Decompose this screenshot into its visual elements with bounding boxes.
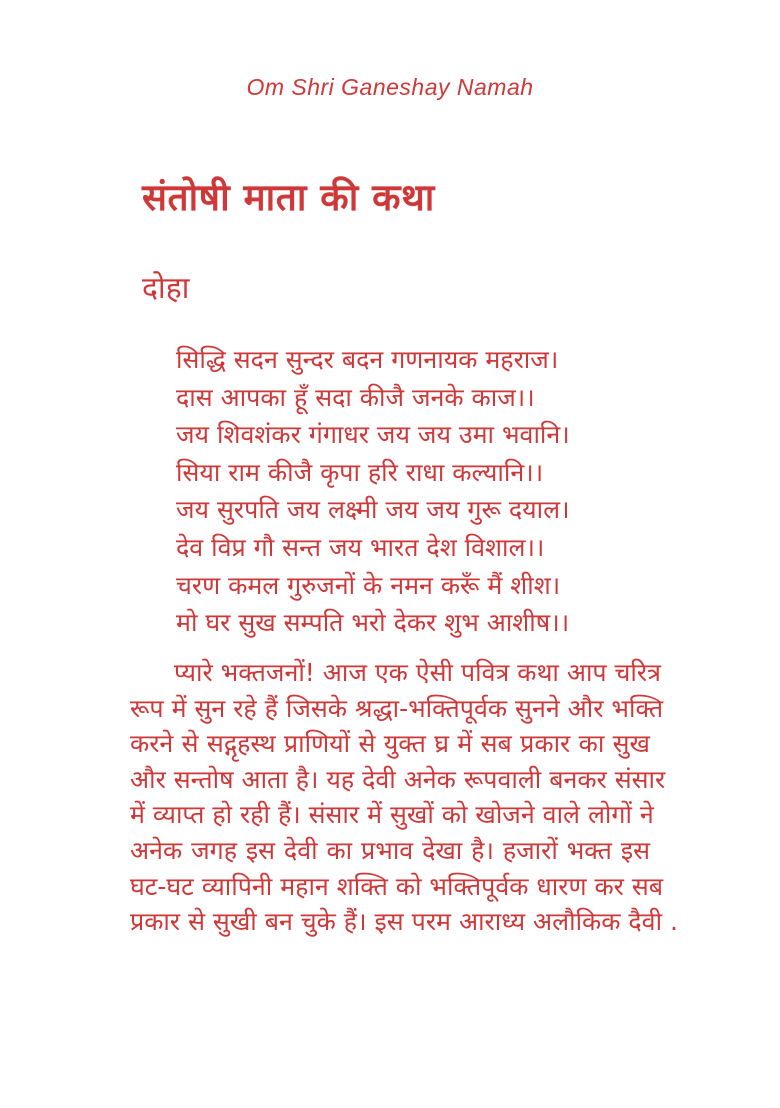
section-label-doha: दोहा	[142, 271, 190, 306]
page-title: संतोषी माता की कथा	[142, 176, 435, 219]
paragraph-line: अनेक जगह इस देवी का प्रभाव देखा है। हजारों भक्त इस	[130, 835, 650, 865]
verse-line: देव विप्र गौ सन्त जय भारत देश विशाल।।	[176, 532, 545, 562]
verse-line: सिद्धि सदन सुन्दर बदन गणनायक महराज।	[176, 345, 559, 374]
paragraph-line: में व्याप्त हो रही हैं। संसार में सुखों को खोजने वाले लोगों ने	[130, 800, 654, 830]
paragraph-line: करने से सद्गृहस्थ प्राणियों से युक्त घ्र में सब प्रकार का सुख	[130, 729, 650, 759]
story-paragraph	[130, 655, 678, 940]
verse-line: जय सुरपति जय लक्ष्मी जय जय गुरू दयाल।	[176, 495, 570, 525]
paragraph-line: घट-घट व्यापिनी महान शक्ति को भक्तिपूर्वक धारण कर सब	[130, 871, 664, 901]
verse-line: चरण कमल गुरुजनों के नमन करूँ मैं शीश।	[176, 570, 561, 600]
paragraph-line: और सन्तोष आता है। यह देवी अनेक रूपवाली बनकर संसार	[130, 764, 666, 794]
verse-line: जय शिवशंकर गंगाधर जय जय उमा भवानि।	[176, 420, 570, 450]
paragraph-line: प्रकार से सुखी बन चुके हैं। इस परम आराध्य अलौकिक दैवी .	[130, 907, 678, 937]
paragraph-line: रूप में सुन रहे हैं जिसके श्रद्धा-भक्तिपूर्वक सुनने और भक्ति	[130, 693, 664, 723]
verse-line: मो घर सुख सम्पति भरो देकर शुभ आशीष।।	[176, 608, 570, 638]
verse-line: सिया राम कीजै कृपा हरि राधा कल्यानि।।	[176, 457, 544, 487]
verse-line: दास आपका हूँ सदा कीजै जनके काज।।	[176, 382, 535, 412]
invocation-text: Om Shri Ganeshay Namah	[246, 74, 534, 100]
verse-block	[176, 341, 646, 642]
paragraph-line: प्यारे भक्तजनों! आज एक ऐसी पवित्र कथा आप चरित्र	[174, 658, 661, 687]
